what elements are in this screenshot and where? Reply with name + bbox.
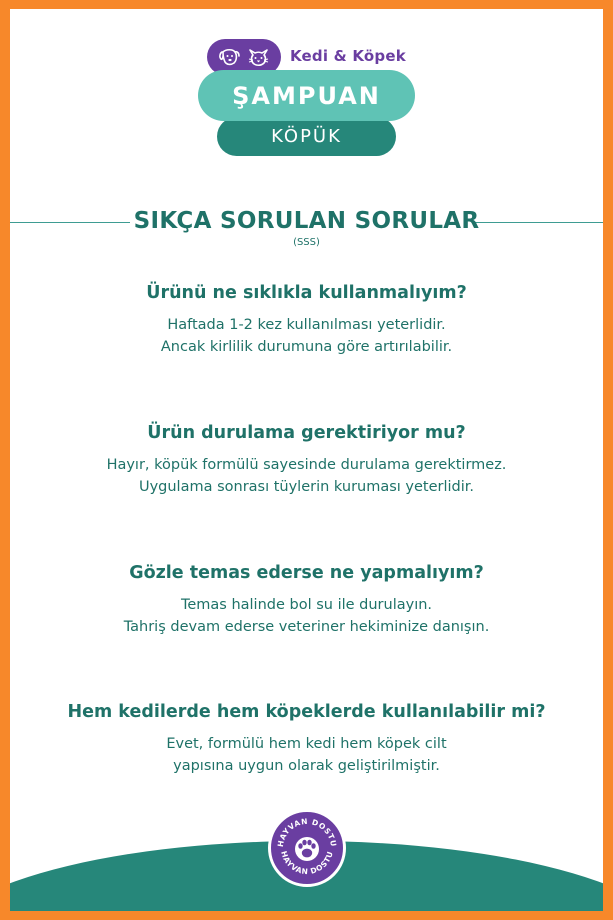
badge-text-top: HAYVAN DOSTU xyxy=(275,816,339,848)
faq-answer-line: Uygulama sonrası tüylerin kuruması yeterlidir. xyxy=(138,479,475,495)
section-title: SIKÇA SORULAN SORULAR xyxy=(133,208,480,234)
faq-answer-line: Hayır, köpük formülü sayesinde durulama gerektirmez. xyxy=(106,457,507,473)
faq-answer xyxy=(10,454,603,498)
cat-icon xyxy=(246,46,270,68)
faq-item xyxy=(10,563,603,638)
faq-question: Hem kedilerde hem köpeklerde kullanılabilir mi? xyxy=(67,702,546,722)
badge-text-bottom: HAYVAN DOSTU xyxy=(279,849,335,877)
faq-answer-line: Temas halinde bol su ile durulayın. xyxy=(180,597,433,613)
poster xyxy=(10,9,603,911)
faq-answer-line: Haftada 1-2 kez kullanılması yeterlidir. xyxy=(167,317,446,333)
faq-answer xyxy=(10,314,603,358)
faq-question: Ürünü ne sıklıkla kullanmalıyım? xyxy=(146,283,467,303)
faq-item xyxy=(10,423,603,498)
section-subtitle: (SSS) xyxy=(293,237,320,248)
faq-answer-line: Tahriş devam ederse veteriner hekiminize danışın. xyxy=(123,619,490,635)
hayvan-dostu-badge xyxy=(268,809,346,887)
faq-item xyxy=(10,283,603,358)
brand-name: Kedi & Köpek xyxy=(290,47,406,65)
badge-graphic xyxy=(271,812,343,884)
paw-icon xyxy=(295,837,319,861)
faq-item xyxy=(10,702,603,777)
faq-answer xyxy=(10,594,603,638)
faq-question: Ürün durulama gerektiriyor mu? xyxy=(147,423,466,443)
product-name: ŞAMPUAN xyxy=(198,70,415,121)
faq-answer xyxy=(10,733,603,777)
faq-answer-line: Ancak kirlilik durumuna göre artırılabilir. xyxy=(160,339,453,355)
faq-question: Gözle temas ederse ne yapmalıyım? xyxy=(129,563,484,583)
product-variant: KÖPÜK xyxy=(217,117,396,156)
faq-answer-line: yapısına uygun olarak geliştirilmiştir. xyxy=(173,758,440,774)
dog-icon xyxy=(218,46,242,68)
faq-answer-line: Evet, formülü hem kedi hem köpek cilt xyxy=(166,736,447,752)
